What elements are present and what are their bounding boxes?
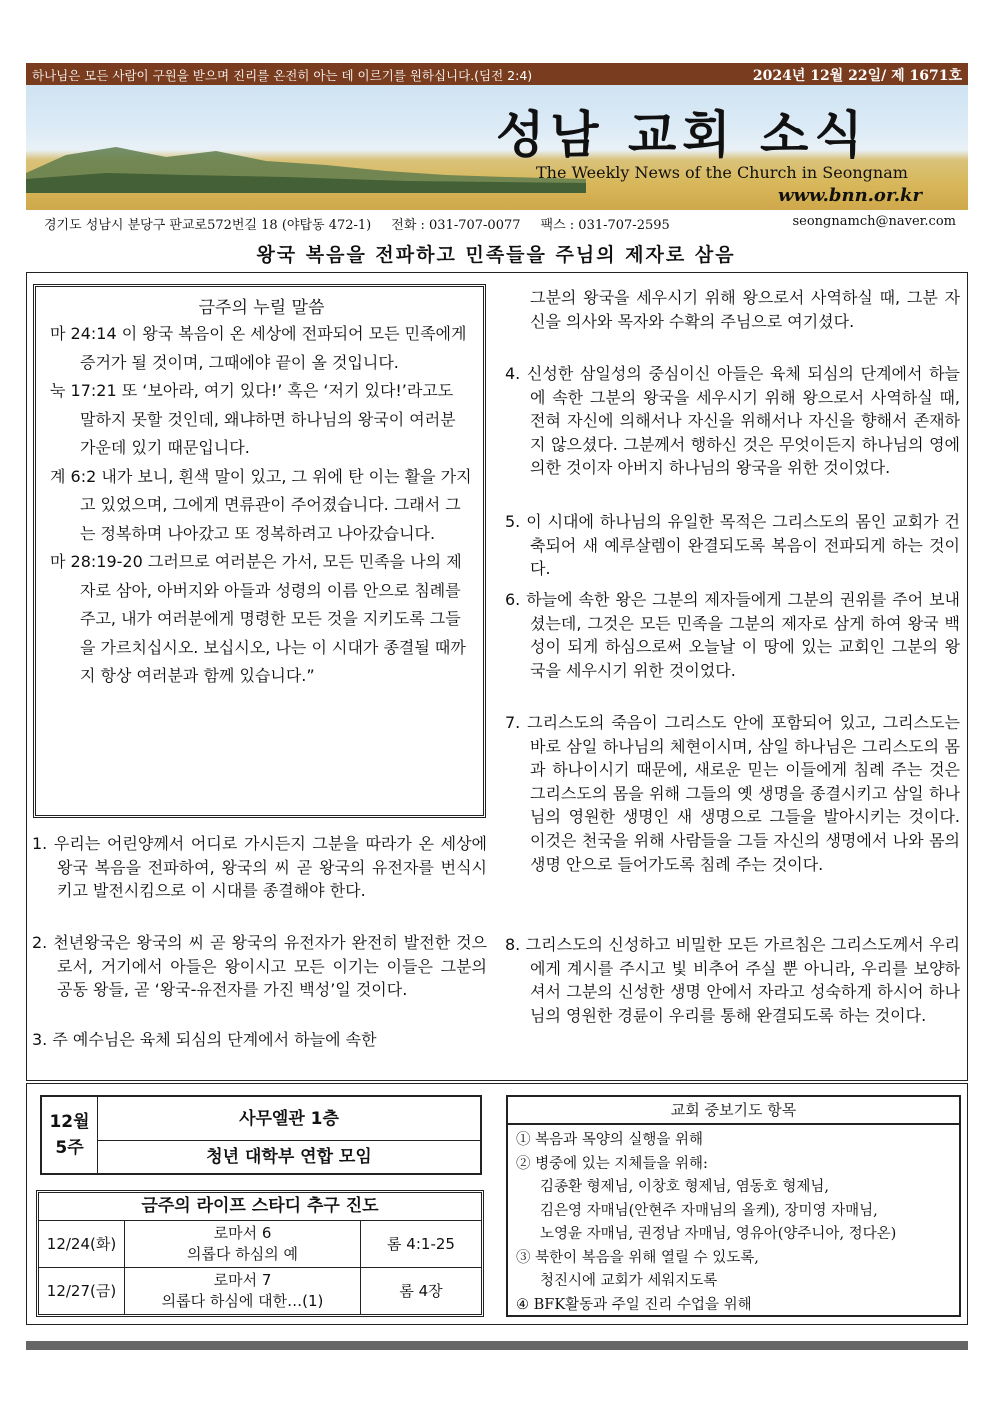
verse-item: 계 6:2 내가 보니, 흰색 말이 있고, 그 위에 탄 이는 활을 가지고 있었으며, 그에게 면류관이 주어졌습니다. 그래서 그는 정복하며 나아갔고 또 정복하려고 나아갔습니다. (50, 466, 472, 543)
point-continuation: 그분의 왕국을 세우시기 위해 왕으로서 사역하실 때, 그분 자신을 의사와 목자와 수확의 주님으로 여기셨다. (530, 288, 960, 331)
issue-number: 2024년 12월 22일/ 제 1671호 (752, 68, 962, 84)
verse-item: 마 24:14 이 왕국 복음이 온 세상에 전파되어 모든 민족에게 증거가 될 것이며, 그때에야 끝이 올 것입니다. (50, 324, 467, 372)
schedule-date (42, 1097, 98, 1173)
fax-number: 팩스 : 031-707-2595 (540, 218, 670, 233)
point-item: 1. 우리는 어린양께서 어디로 가시든지 그분을 따라가 온 세상에 왕국 복음을 전파하여, 왕국의 씨 곧 왕국의 유전자를 번식시키고 발전시킴으로 이 시대를 종결해야 한다. (32, 834, 487, 901)
schedule-event: 청년 대학부 연합 모임 (206, 1147, 372, 1167)
point-item: 3. 주 예수님은 육체 되심의 단계에서 하늘에 속한 (32, 1030, 377, 1049)
study-topic: 의롭다 하심의 예 (187, 1245, 298, 1263)
study-book-cell (125, 1268, 361, 1315)
point-item: 2. 천년왕국은 왕국의 씨 곧 왕국의 유전자가 완전히 발전한 것으로서, 거기에서 아들은 왕이시고 모든 이기는 이들은 그분의 공동 왕들, 곧 ‘왕국-유전자를 가진 백성’일 것이다. (32, 933, 487, 1000)
verse-item: 눅 17:21 또 ‘보아라, 여기 있다!’ 혹은 ‘저기 있다!’라고도 말하지 못할 것인데, 왜냐하면 하나님의 왕국이 여러분 가운데 있기 때문입니다. (50, 381, 456, 457)
weekly-verses-box (33, 284, 486, 818)
point-item: 5. 이 시대에 하나님의 유일한 목적은 그리스도의 몸인 교회가 건축되어 새 예루살렘이 완결되도록 복음이 전파되게 하는 것이다. (505, 512, 960, 579)
study-date: 12/27(금) (39, 1268, 125, 1315)
prayer-names: 김은영 자매님(안현주 자매님의 올케), 장미영 자매님, (540, 1202, 878, 1219)
table-row (39, 1221, 481, 1268)
prayer-detail: 청진시에 교회가 세워지도록 (540, 1273, 718, 1289)
church-address: 경기도 성남시 분당구 판교로572번길 18 (야탑동 472-1) (44, 218, 372, 233)
prayer-item: ④ BFK활동과 주일 진리 수업을 위해 (516, 1296, 752, 1313)
prayer-item: ① 복음과 목양의 실행을 위해 (516, 1132, 704, 1148)
verse-item: 마 28:19-20 그러므로 여러분은 가서, 모든 민족을 나의 제자로 삼아, 아버지와 아들과 성령의 이름 안으로 침례를 주고, 내가 여러분에게 명령한 모든 것을 지키도록 그들을 가르치십시오. 보십시오, 나는 이 시대가 종결될 때까지 항상 여러분과 함께 있습니다.” (50, 552, 466, 685)
newsletter-title: 성남 교회 소식 (496, 106, 869, 164)
schedule-week: 5주 (55, 1138, 84, 1158)
schedule-place: 사무엘관 1층 (98, 1097, 480, 1141)
verses-title: 금주의 누릴 말씀 (198, 298, 325, 318)
study-topic: 의롭다 하심에 대한…(1) (161, 1292, 324, 1310)
phone-number: 전화 : 031-707-0077 (391, 218, 521, 233)
banner-verse: 하나님은 모든 사람이 구원을 받으며 진리를 온전히 아는 데 이르기를 원하십니다.(딤전 2:4) (32, 68, 533, 83)
email-address[interactable]: seongnamch@naver.com (792, 214, 956, 229)
study-book-cell (125, 1221, 361, 1267)
contact-line (44, 214, 956, 233)
schedule-month: 12월 (49, 1112, 90, 1132)
masthead (26, 85, 968, 210)
point-item: 7. 그리스도의 죽음이 그리스도 안에 포함되어 있고, 그리스도는 바로 삼일 하나님의 체현이시며, 삼일 하나님은 그리스도의 몸과 하나이시기 때문에, 새로운 믿는 이들에게 침례 주는 것은 그리스도의 몸을 위해 그들의 옛 생명을 종결시키고 삼일 하나님의 영원한 생명인 새 생명으로 그들을 발아시키는 것이다. 이것은 천국을 위해 사람들을 그들 자신의 생명에서 나와 몸의 생명 안으로 들어가도록 침례 주는 것이다. (505, 713, 960, 874)
top-banner (26, 63, 968, 85)
footer-rule (26, 1338, 968, 1350)
main-headline: 왕국 복음을 전파하고 민족들을 주님의 제자로 삼음 (256, 244, 736, 266)
schedule-box (40, 1095, 482, 1175)
website-link[interactable]: www.bnn.or.kr (777, 185, 922, 206)
study-book: 로마서 6 (213, 1224, 272, 1242)
study-date: 12/24(화) (39, 1221, 125, 1267)
point-item: 6. 하늘에 속한 왕은 그분의 제자들에게 그분의 권위를 주어 보내셨는데, 그것은 모든 민족을 그분의 제자로 삼게 하여 왕국 백성이 되게 하심으로써 오늘날 이 땅에 있는 교회인 그분의 왕국을 세우시기 위한 것이었다. (505, 590, 960, 680)
point-item: 8. 그리스도의 신성하고 비밀한 모든 가르침은 그리스도께서 우리에게 계시를 주시고 빛 비추어 주실 뿐 아니라, 우리를 보양하셔서 그분의 신성한 생명 안에서 자라고 성숙하게 하시어 하나님의 영원한 경륜이 우리를 통해 완결되도록 하는 것이다. (505, 935, 960, 1025)
prayer-title: 교회 중보기도 항목 (508, 1097, 959, 1125)
study-reference: 롬 4장 (399, 1282, 443, 1300)
prayer-names: 노영윤 자매님, 권정남 자매님, 영유아(양주니아, 정다온) (540, 1226, 897, 1242)
point-item: 4. 신성한 삼일성의 중심이신 아들은 육체 되심의 단계에서 하늘에 속한 그분의 왕국을 세우시기 위해 왕으로서 사역하실 때, 전혀 자신에 의해서나 자신을 위해서나 자신을 향해서 존재하지 않으셨다. 그분께서 행하신 것은 무엇이든지 하나님의 영에 의한 것이자 아버지 하나님의 왕국을 위한 것이었다. (505, 364, 960, 478)
life-study-title: 금주의 라이프 스타디 추구 진도 (39, 1193, 481, 1221)
study-reference: 롬 4:1-25 (387, 1235, 455, 1253)
prayer-names: 김종환 형제님, 이창호 형제님, 염동호 형제님, (540, 1179, 829, 1195)
prayer-items-box (506, 1095, 961, 1317)
life-study-table (36, 1190, 484, 1317)
prayer-list (508, 1125, 959, 1321)
prayer-item: ② 병중에 있는 지체들을 위해: (516, 1155, 708, 1172)
table-row (39, 1268, 481, 1315)
newsletter-subtitle: The Weekly News of the Church in Seongnam (536, 163, 908, 182)
study-book: 로마서 7 (213, 1271, 272, 1289)
prayer-item: ③ 북한이 복음을 위해 열릴 수 있도록, (516, 1249, 759, 1266)
